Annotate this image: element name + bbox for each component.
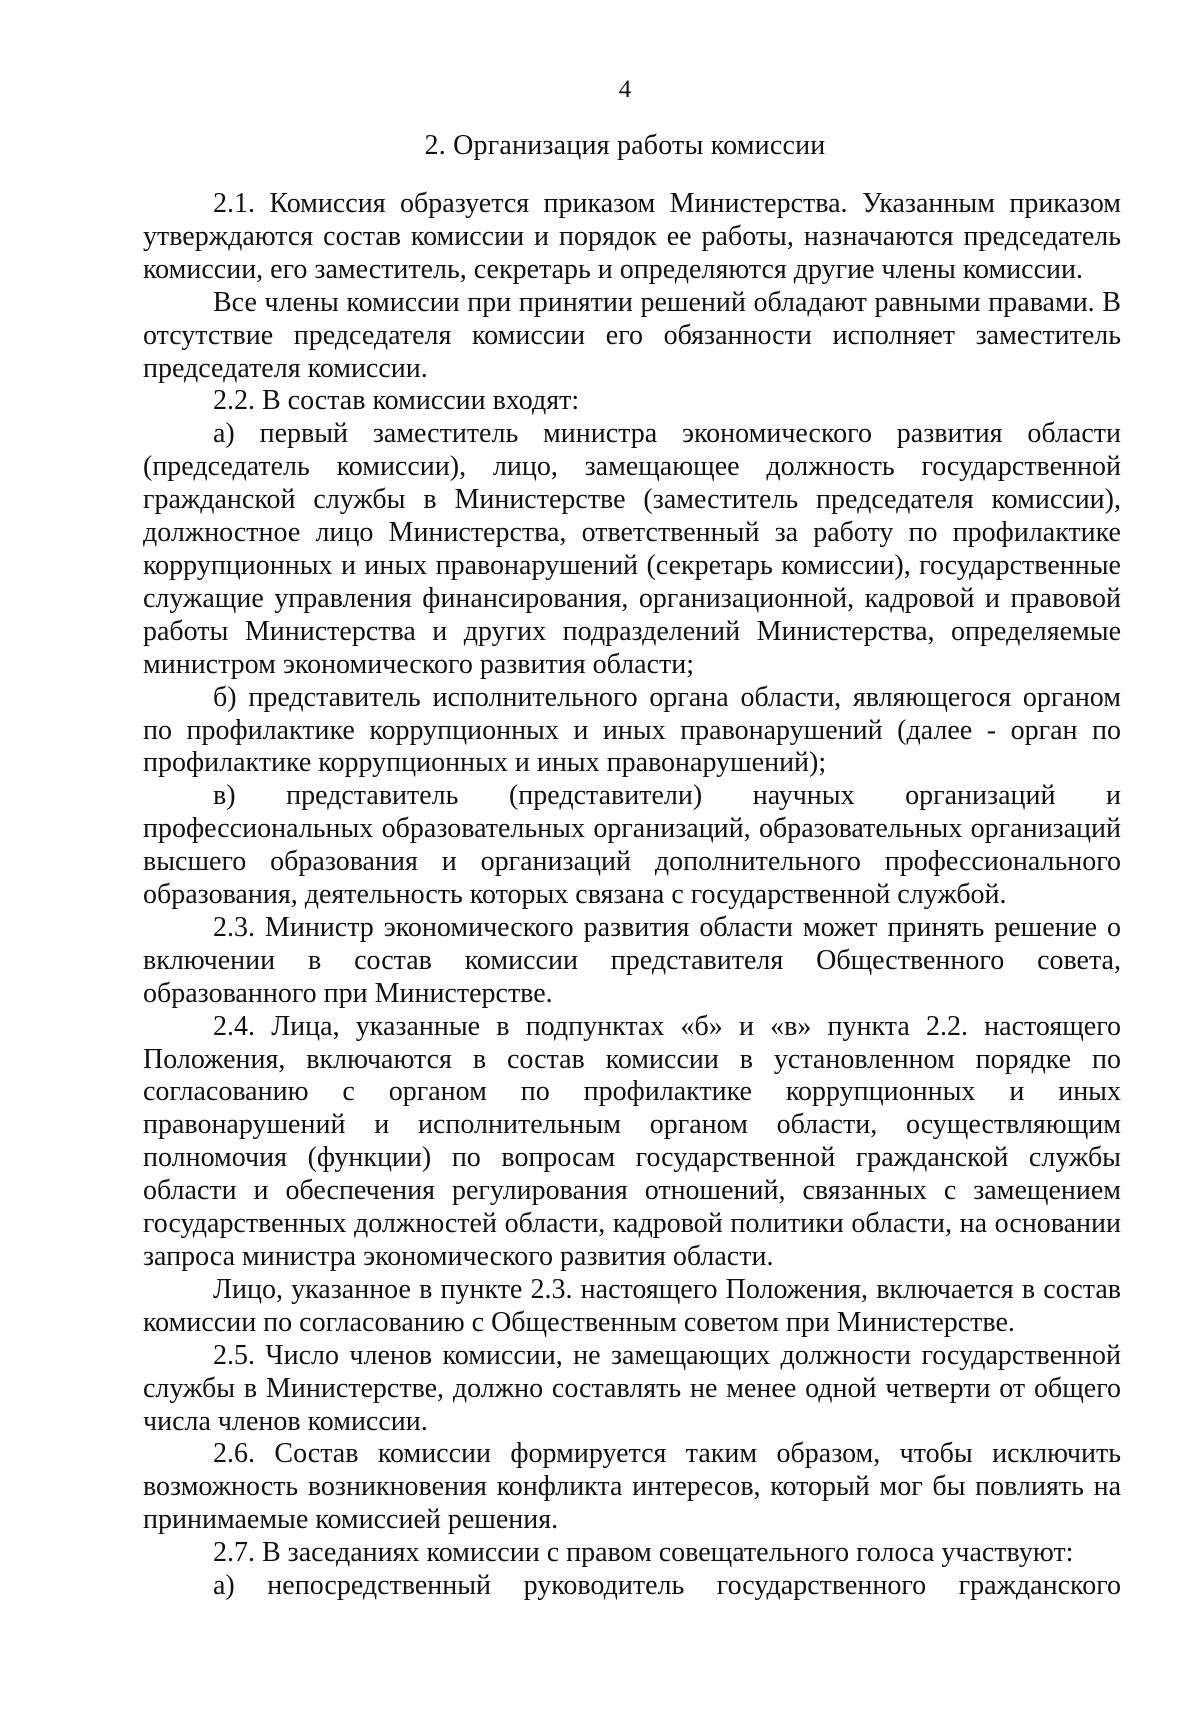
paragraph-2-2-b: б) представитель исполнительного органа области, являющегося органом по профилактике коррупционных и иных правонарушений (далее - орган по профилактике коррупционных и иных правонарушений); — [143, 681, 1121, 779]
paragraph-2-7-a: а) непосредственный руководитель государственного гражданского — [213, 1570, 1121, 1602]
paragraph-2-1: 2.1. Комиссия образуется приказом Министерства. Указанным приказом утверждаются состав комиссии и порядок ее работы, назначаются председатель комиссии, его заместитель, секретарь и определяются другие члены комиссии. — [143, 188, 1121, 285]
document-body — [143, 188, 1121, 1603]
paragraph-2-2-v: в) представитель (представители) научных организаций и профессиональных образовательных организаций, образовательных организаций высшего образования и организаций дополнительного профессионального образования, деятельность которых связана с государственной службой. — [143, 780, 1121, 911]
paragraph-2-5: 2.5. Число членов комиссии, не замещающих должности государственной службы в Министерстве, должно составлять не менее одной четверти от общего числа членов комиссии. — [143, 1339, 1121, 1437]
paragraph-2-3: 2.3. Министр экономического развития области может принять решение о включении в состав комиссии представителя Общественного совета, образованного при Министерстве. — [143, 911, 1121, 1009]
paragraph-2-6: 2.6. Состав комиссии формируется таким образом, чтобы исключить возможность возникновения конфликта интересов, который мог бы повлиять на принимаемые комиссией решения. — [143, 1438, 1121, 1536]
page-number: 4 — [618, 76, 632, 103]
paragraph-equal-rights: Все члены комиссии при принятии решений обладают равными правами. В отсутствие председателя комиссии его обязанности исполняет заместитель председателя комиссии. — [143, 286, 1121, 384]
paragraph-2-2-a: а) первый заместитель министра экономического развития области (председатель комиссии), лицо, замещающее должность государственной гражданской службы в Министерстве (заместитель председателя комиссии), должностное лицо Министерства, ответственный за работу по профилактике коррупционных и иных правонарушений (секретарь комиссии), государственные служащие управления финансирования, организационной, кадровой и правовой работы Министерства и других подразделений Министерства, определяемые министром экономического развития области; — [143, 418, 1121, 680]
paragraph-2-2: 2.2. В состав комиссии входят: — [213, 385, 580, 417]
section-heading: 2. Организация работы комиссии — [424, 130, 826, 161]
paragraph-2-7: 2.7. В заседаниях комиссии с правом совещательного голоса участвуют: — [213, 1537, 1074, 1569]
paragraph-person-2-3: Лицо, указанное в пункте 2.3. настоящего Положения, включается в состав комиссии по согласованию с Общественным советом при Министерстве. — [143, 1273, 1121, 1338]
paragraph-2-4: 2.4. Лица, указанные в подпунктах «б» и «в» пункта 2.2. настоящего Положения, включаются в состав комиссии в установленном порядке по согласованию с органом по профилактике коррупционных и иных правонарушений и исполнительным органом области, осуществляющим полномочия (функции) по вопросам государственной гражданской службы области и обеспечения регулирования отношений, связанных с замещением государственных должностей области, кадровой политики области, на основании запроса министра экономического развития области. — [143, 1010, 1121, 1272]
